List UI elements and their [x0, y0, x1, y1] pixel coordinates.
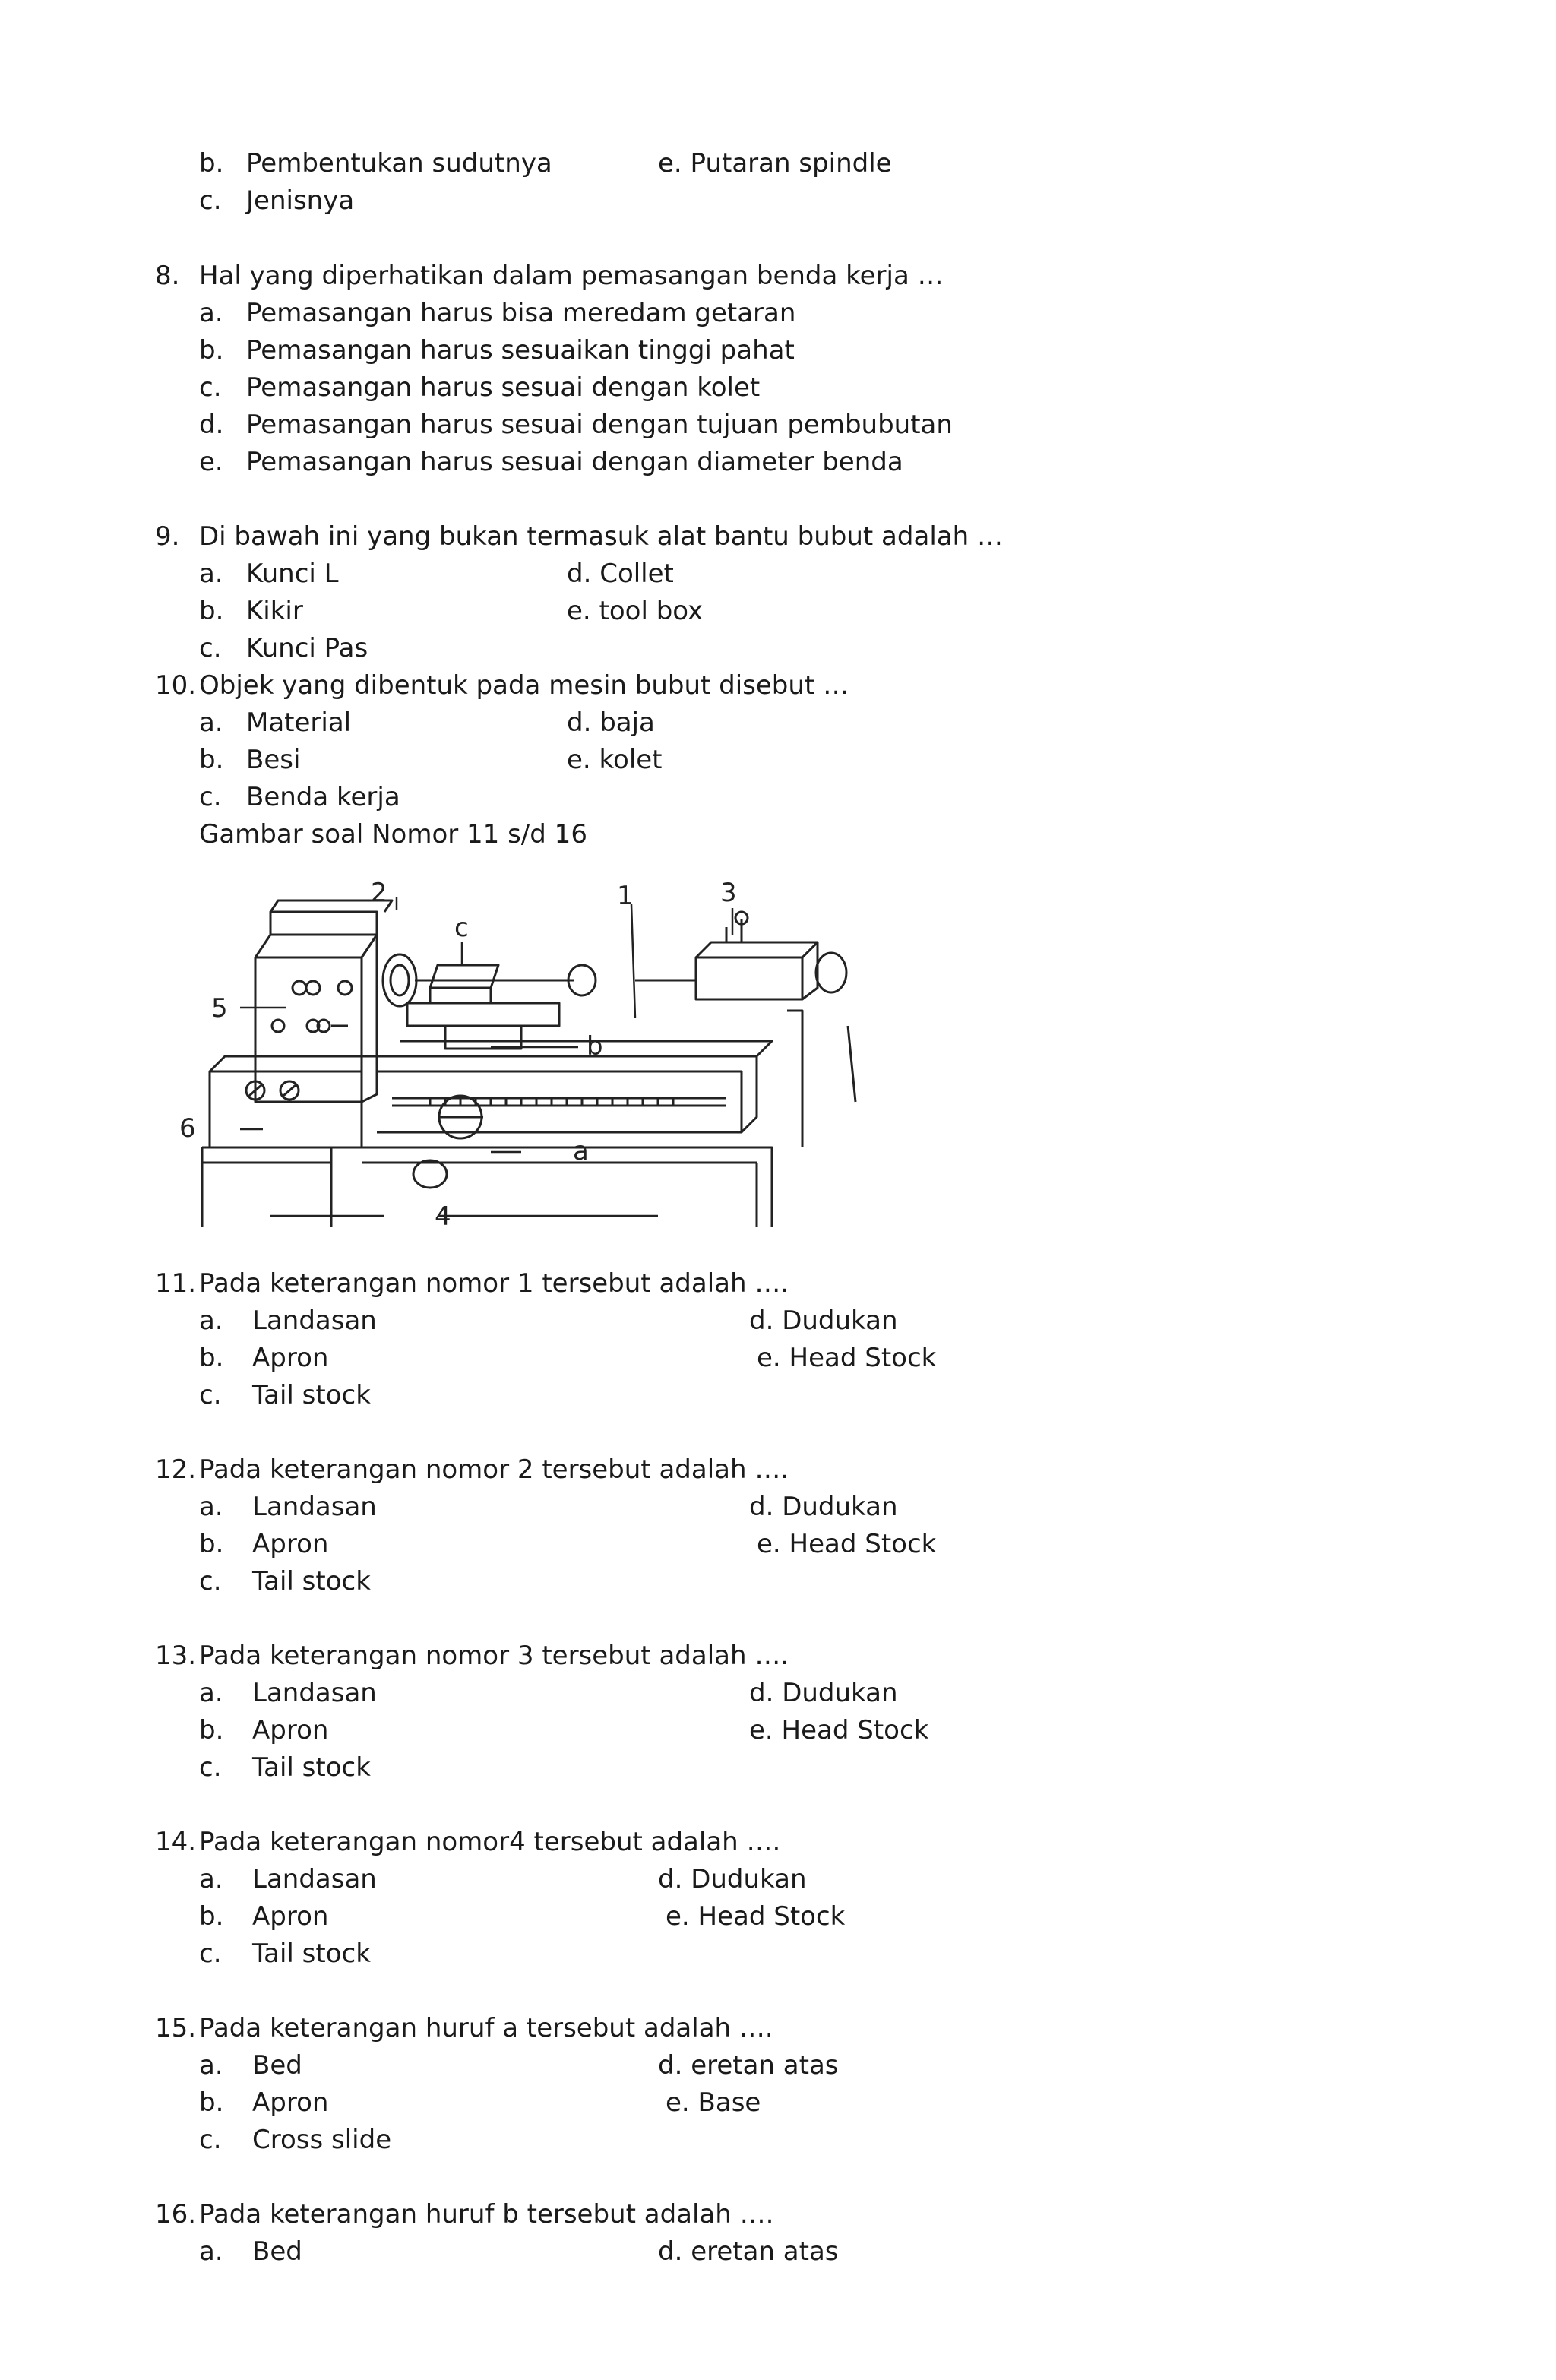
- q12-question: Pada keterangan nomor 2 tersebut adalah ….: [199, 1454, 789, 1485]
- q10-question: Objek yang dibentuk pada mesin bubut disebut …: [199, 670, 849, 701]
- q9-option-e: e. tool box: [567, 596, 704, 626]
- q11-option-c-letter: c.: [199, 1380, 222, 1410]
- q12-number: 12.: [155, 1454, 197, 1485]
- q9-question: Di bawah ini yang bukan termasuk alat bantu bubut adalah …: [199, 521, 1003, 552]
- figure-label-5: 5: [211, 993, 228, 1024]
- figure-label-c: c: [454, 913, 469, 943]
- q8-option-c-text: Pemasangan harus sesuai dengan kolet: [246, 372, 761, 403]
- q7-option-e: e. Putaran spindle: [658, 148, 892, 179]
- figure-label-a: a: [573, 1136, 589, 1166]
- q12-option-c-letter: c.: [199, 1566, 222, 1597]
- q12-option-c-text: Tail stock: [252, 1566, 371, 1597]
- q16-question: Pada keterangan huruf b tersebut adalah ….: [199, 2199, 774, 2230]
- q7-option-c-letter: c.: [199, 185, 222, 216]
- q10-option-b-letter: b.: [199, 745, 224, 775]
- q10-option-c-letter: c.: [199, 782, 222, 812]
- q11-option-a-letter: a.: [199, 1306, 223, 1336]
- q14-option-d: d. Dudukan: [658, 1864, 807, 1894]
- q15-question: Pada keterangan huruf a tersebut adalah ….: [199, 2013, 773, 2043]
- lathe-drawing: [179, 874, 878, 1231]
- q16-option-a-text: Bed: [252, 2236, 302, 2267]
- q10-option-c-text: Benda kerja: [246, 782, 400, 812]
- q15-number: 15.: [155, 2013, 197, 2043]
- q15-option-a-letter: a.: [199, 2050, 223, 2081]
- q12-option-b-letter: b.: [199, 1529, 224, 1559]
- q8-option-a-letter: a.: [199, 298, 223, 328]
- q14-option-c-letter: c.: [199, 1938, 222, 1969]
- q14-question: Pada keterangan nomor4 tersebut adalah ….: [199, 1827, 781, 1857]
- figure-label-2: 2: [371, 878, 387, 908]
- q10-number: 10.: [155, 670, 197, 701]
- q10-option-a-letter: a.: [199, 707, 223, 738]
- q13-question: Pada keterangan nomor 3 tersebut adalah ….: [199, 1641, 789, 1671]
- q16-option-a-letter: a.: [199, 2236, 223, 2267]
- q8-option-b-letter: b.: [199, 335, 224, 366]
- q15-option-b-letter: b.: [199, 2087, 224, 2118]
- q13-number: 13.: [155, 1641, 197, 1671]
- figure-label-3: 3: [720, 878, 737, 908]
- q8-option-c-letter: c.: [199, 372, 222, 403]
- q8-option-a-text: Pemasangan harus bisa meredam getaran: [246, 298, 796, 328]
- q14-option-b-text: Apron: [252, 1901, 329, 1932]
- q12-option-a-text: Landasan: [252, 1492, 377, 1522]
- q14-number: 14.: [155, 1827, 197, 1857]
- q15-option-c-text: Cross slide: [252, 2125, 392, 2155]
- q8-option-d-text: Pemasangan harus sesuai dengan tujuan pembubutan: [246, 410, 953, 440]
- q14-option-a-text: Landasan: [252, 1864, 377, 1894]
- q11-option-c-text: Tail stock: [252, 1380, 371, 1410]
- q14-option-b-letter: b.: [199, 1901, 224, 1932]
- q9-option-c-text: Kunci Pas: [246, 633, 368, 663]
- q12-option-e: e. Head Stock: [757, 1529, 937, 1559]
- q8-question: Hal yang diperhatikan dalam pemasangan benda kerja …: [199, 261, 944, 291]
- q12-option-b-text: Apron: [252, 1529, 329, 1559]
- figure-label-1: 1: [617, 881, 634, 911]
- q11-number: 11.: [155, 1268, 197, 1299]
- q11-question: Pada keterangan nomor 1 tersebut adalah ….: [199, 1268, 789, 1299]
- q9-option-c-letter: c.: [199, 633, 222, 663]
- q9-option-d: d. Collet: [567, 559, 674, 589]
- q8-option-e-letter: e.: [199, 447, 223, 477]
- q13-option-a-letter: a.: [199, 1678, 223, 1708]
- q11-option-a-text: Landasan: [252, 1306, 377, 1336]
- q9-number: 9.: [155, 521, 180, 552]
- q12-option-d: d. Dudukan: [749, 1492, 898, 1522]
- figure-label-4: 4: [435, 1201, 451, 1231]
- q14-option-c-text: Tail stock: [252, 1938, 371, 1969]
- q10-option-a-text: Material: [246, 707, 352, 738]
- q11-option-b-text: Apron: [252, 1343, 329, 1373]
- q10-option-b-text: Besi: [246, 745, 301, 775]
- q13-option-a-text: Landasan: [252, 1678, 377, 1708]
- figure-caption: Gambar soal Nomor 11 s/d 16: [199, 819, 587, 850]
- q12-option-a-letter: a.: [199, 1492, 223, 1522]
- q13-option-d: d. Dudukan: [749, 1678, 898, 1708]
- q15-option-b-text: Apron: [252, 2087, 329, 2118]
- q9-option-b-letter: b.: [199, 596, 224, 626]
- q7-option-b-letter: b.: [199, 148, 224, 179]
- q13-option-e: e. Head Stock: [749, 1715, 929, 1745]
- q9-option-a-letter: a.: [199, 559, 223, 589]
- q9-option-b-text: Kikir: [246, 596, 303, 626]
- q14-option-a-letter: a.: [199, 1864, 223, 1894]
- q11-option-b-letter: b.: [199, 1343, 224, 1373]
- q9-option-a-text: Kunci L: [246, 559, 339, 589]
- q16-number: 16.: [155, 2199, 197, 2230]
- q15-option-c-letter: c.: [199, 2125, 222, 2155]
- q10-option-e: e. kolet: [567, 745, 663, 775]
- q7-option-b-text: Pembentukan sudutnya: [246, 148, 552, 179]
- q8-option-b-text: Pemasangan harus sesuaikan tinggi pahat: [246, 335, 795, 366]
- q8-number: 8.: [155, 261, 180, 291]
- q13-option-c-text: Tail stock: [252, 1752, 371, 1783]
- figure-label-6: 6: [179, 1113, 196, 1144]
- q11-option-e: e. Head Stock: [757, 1343, 937, 1373]
- q15-option-a-text: Bed: [252, 2050, 302, 2081]
- q11-option-d: d. Dudukan: [749, 1306, 898, 1336]
- q8-option-d-letter: d.: [199, 410, 224, 440]
- q16-option-d: d. eretan atas: [658, 2236, 839, 2267]
- q10-option-d: d. baja: [567, 707, 655, 738]
- q15-option-d: d. eretan atas: [658, 2050, 839, 2081]
- lathe-diagram: [179, 874, 878, 1231]
- figure-label-b: b: [587, 1031, 603, 1062]
- q13-option-b-text: Apron: [252, 1715, 329, 1745]
- q7-option-c-text: Jenisnya: [246, 185, 355, 216]
- q8-option-e-text: Pemasangan harus sesuai dengan diameter benda: [246, 447, 903, 477]
- q13-option-b-letter: b.: [199, 1715, 224, 1745]
- q14-option-e: e. Head Stock: [666, 1901, 846, 1932]
- q13-option-c-letter: c.: [199, 1752, 222, 1783]
- q15-option-e: e. Base: [666, 2087, 761, 2118]
